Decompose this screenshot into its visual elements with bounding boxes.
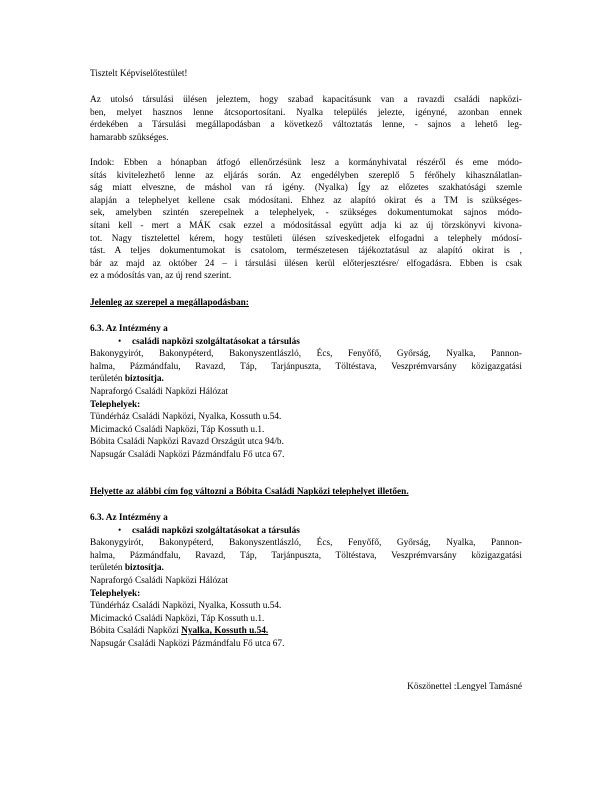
site-prefix: Bóbita Családi Napközi xyxy=(90,626,182,637)
paragraph-line: Indok: Ebben a hónapban átfogó ellenőrzésünk lesz a kormányhivatal részéről és eme módo- xyxy=(90,158,522,168)
section-text-line: halma, Pázmándfalu, Ravazd, Táp, Tarjánpuszta, Töltéstava, Veszprémvarsány közigazgatási xyxy=(90,550,522,561)
site-item: Napsugár Családi Napközi Pázmándfalu Fő utca 67. xyxy=(90,638,285,649)
area-prefix: területén xyxy=(90,374,125,385)
current-section xyxy=(90,323,522,462)
bullet-text: családi napközi szolgáltatásokat a társulás xyxy=(132,336,300,347)
section-text-line: Bakonygyirót, Bakonypéterd, Bakonyszentlászló, Écs, Fenyőfő, Győrság, Nyalka, Pannon- xyxy=(90,538,522,549)
bullet-item xyxy=(90,525,522,538)
paragraph-line: ben, melyet hasznos lenne átcsoportosítani. Nyalka település jelezte, igényné, azonban ennek xyxy=(90,107,522,118)
intro-paragraph xyxy=(90,94,522,144)
signature: Köszönettel :Lengyel Tamásné xyxy=(407,682,522,692)
area-line xyxy=(90,562,522,575)
paragraph-line: tást. A teljes dokumentumokat is csatolom, természetesen tájékoztatásul az alapító okirat is , xyxy=(90,246,522,257)
paragraph-line: Az utolsó társulási ülésen jeleztem, hogy szabad kapacitásunk van a ravazdi családi napközi- xyxy=(90,95,522,105)
paragraph-line: alapján a telephelyet kellene csak módosítani. Ehhez az alapító okirat és a TM is szükséges- xyxy=(90,195,522,206)
current-heading: Jelenleg az szerepel a megállapodásban: xyxy=(90,298,249,308)
paragraph-line: hamarabb szükséges. xyxy=(90,132,169,143)
network-name: Napraforgó Családi Napközi Hálózat xyxy=(90,575,228,586)
bullet-icon: • xyxy=(118,525,122,536)
area-bold: biztosítja. xyxy=(124,563,164,574)
reason-paragraph xyxy=(90,157,522,283)
sites-label: Telephelyek: xyxy=(90,588,141,599)
site-item: Micimackó Családi Napközi, Táp Kossuth u.1. xyxy=(90,424,265,435)
paragraph-line: ez a módosítás van, az új rend szerint. xyxy=(90,271,232,282)
greeting: Tisztelt Képviselőtestület! xyxy=(90,69,188,79)
area-bold: biztosítja. xyxy=(124,374,164,385)
site-item: Tündérház Családi Napközi, Nyalka, Kossuth u.54. xyxy=(90,412,282,423)
paragraph-line: sítás kivitelezhető lenne az eljárás során. Az engedélyben szereplő 5 férőhely kihasználatlan- xyxy=(90,170,522,181)
paragraph-line: sek, amelyben szintén szerepelnek a telephelyek, - szükséges dokumentumokat sajnos módo- xyxy=(90,208,522,219)
paragraph-line: sítani kell - mert a MÁK csak ezzel a módosítással együtt adja ki az új törzskönyvi kivona- xyxy=(90,220,522,231)
paragraph-line: érdekében a Társulási megállapodásban a következő változtatás lenne, - sajnos a lehető leg- xyxy=(90,120,522,131)
section-number: 6.3. Az Intézmény a xyxy=(90,324,168,334)
network-name: Napraforgó Családi Napközi Hálózat xyxy=(90,386,228,397)
section-text-line: halma, Pázmándfalu, Ravazd, Táp, Tarjánpuszta, Töltéstava, Veszprémvarsány közigazgatási xyxy=(90,361,522,372)
area-prefix: területén xyxy=(90,563,125,574)
paragraph-line: tot. Nagy tisztelettel kérem, hogy testületi ülésen szíveskedjetek elfogadni a telephely módosí- xyxy=(90,233,522,244)
site-item: Micimackó Családi Napközi, Táp Kossuth u.1. xyxy=(90,613,265,624)
paragraph-line: bár az majd az október 24 – i társulási ülésen kerül előterjesztésre/ elfogadásra. Ebben is csak xyxy=(90,258,522,269)
section-number: 6.3. Az Intézmény a xyxy=(90,513,168,523)
bullet-icon: • xyxy=(118,336,122,347)
site-item: Bóbita Családi Napközi Ravazd Országút utca 94/b. xyxy=(90,437,284,448)
section-text-line: Bakonygyirót, Bakonypéterd, Bakonyszentlászló, Écs, Fenyőfő, Győrság, Nyalka, Pannon- xyxy=(90,349,522,360)
site-item-changed xyxy=(90,625,522,638)
area-line xyxy=(90,373,522,386)
site-item: Napsugár Családi Napközi Pázmándfalu Fő utca 67. xyxy=(90,449,285,460)
new-section xyxy=(90,512,522,651)
sites-label: Telephelyek: xyxy=(90,399,141,410)
new-heading: Helyette az alábbi cím fog változni a Bóbita Családi Napközi telephelyet illetően. xyxy=(90,487,409,497)
bullet-text: családi napközi szolgáltatásokat a társulás xyxy=(132,525,300,536)
bullet-item xyxy=(90,336,522,349)
site-item: Tündérház Családi Napközi, Nyalka, Kossuth u.54. xyxy=(90,601,282,612)
new-address: Nyalka, Kossuth u.54. xyxy=(181,626,269,637)
paragraph-line: ság miatt elveszne, de máshol van rá igény. (Nyalka) Így az előzetes szakhatósági szemle xyxy=(90,183,522,194)
